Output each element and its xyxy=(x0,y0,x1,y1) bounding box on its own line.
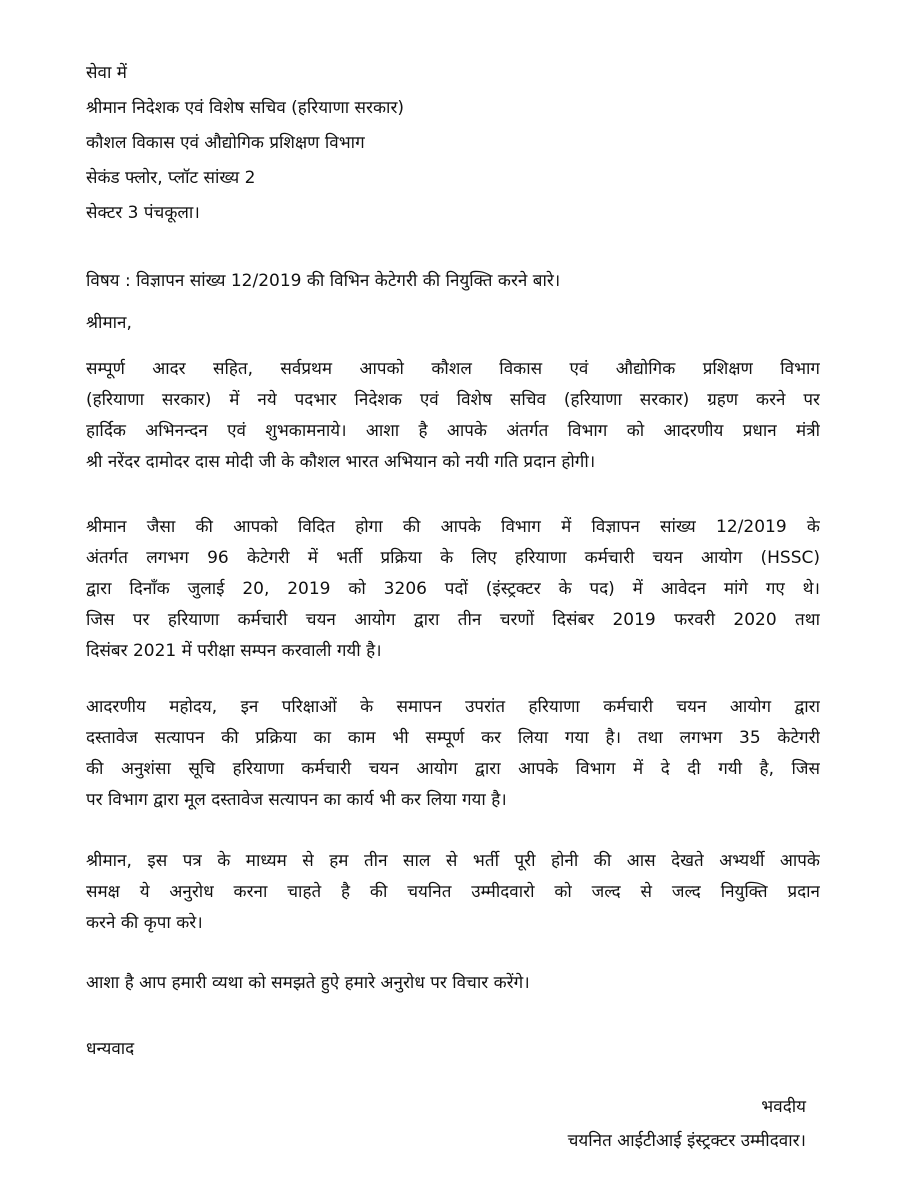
address-line-4: सेकंड फ्लोर, प्लॉट सांख्य 2 xyxy=(86,168,256,188)
subject-line: विषय : विज्ञापन सांख्य 12/2019 की विभिन केटेगरी की नियुक्ति करने बारे। xyxy=(86,271,561,291)
address-line-2: श्रीमान निदेशक एवं विशेष सचिव (हरियाणा सरकार) xyxy=(86,98,405,118)
signatory: चयनित आईटीआई इंस्ट्रक्टर उम्मीदवार। xyxy=(567,1131,806,1151)
paragraph-line: सम्पूर्ण आदर सहित, सर्वप्रथम आपको कौशल विकास एवं औद्योगिक प्रशिक्षण विभाग xyxy=(86,359,820,379)
paragraph-line: द्वारा दिनाँक जुलाई 20, 2019 को 3206 पदों (इंस्ट्रक्टर के पद) में आवेदन मांगे गए थे। xyxy=(86,579,820,599)
paragraph-line: समक्ष ये अनुरोध करना चाहते है की चयनित उम्मीदवारो को जल्द से जल्द नियुक्ति प्रदान xyxy=(86,882,820,902)
address-line-1: सेवा में xyxy=(86,63,127,83)
paragraph-line: की अनुशंसा सूचि हरियाणा कर्मचारी चयन आयोग द्वारा आपके विभाग में दे दी गयी है, जिस xyxy=(86,759,820,779)
paragraph-line: श्रीमान, इस पत्र के माध्यम से हम तीन साल से भर्ती पूरी होनी की आस देखते अभ्यर्थी आपके xyxy=(86,851,820,871)
paragraph-request xyxy=(86,846,820,939)
paragraph-line: दिसंबर 2021 में परीक्षा सम्पन करवाली गयी है। xyxy=(86,641,382,661)
hope-line: आशा है आप हमारी व्यथा को समझते हुऐ हमारे अनुरोध पर विचार करेंगे। xyxy=(86,973,530,993)
thanks-line: धन्यवाद xyxy=(86,1039,135,1059)
salutation: श्रीमान, xyxy=(86,313,132,333)
paragraph-verification xyxy=(86,692,820,816)
paragraph-line: (हरियाणा सरकार) में नये पदभार निदेशक एवं विशेष सचिव (हरियाणा सरकार) ग्रहण करने पर xyxy=(86,390,820,410)
paragraph-recruitment-details xyxy=(86,512,820,667)
paragraph-line: करने की कृपा करे। xyxy=(86,913,203,933)
signoff-block xyxy=(568,1090,806,1158)
paragraph-line: जिस पर हरियाणा कर्मचारी चयन आयोग द्वारा तीन चरणों दिसंबर 2019 फरवरी 2020 तथा xyxy=(86,610,820,630)
address-line-3: कौशल विकास एवं औद्योगिक प्रशिक्षण विभाग xyxy=(86,133,365,153)
paragraph-line: श्री नरेंदर दामोदर दास मोदी जी के कौशल भारत अभियान को नयी गति प्रदान होगी। xyxy=(86,452,596,472)
paragraph-line: अंतर्गत लगभग 96 केटेगरी में भर्ती प्रक्रिया के लिए हरियाणा कर्मचारी चयन आयोग (HSSC) xyxy=(86,548,820,568)
paragraph-congratulations xyxy=(86,354,820,478)
paragraph-line: दस्तावेज सत्यापन की प्रक्रिया का काम भी सम्पूर्ण कर लिया गया है। तथा लगभग 35 केटेगरी xyxy=(86,728,820,748)
paragraph-line: पर विभाग द्वारा मूल दस्तावेज सत्यापन का कार्य भी कर लिया गया है। xyxy=(86,790,507,810)
recipient-address xyxy=(86,56,404,231)
address-line-5: सेक्टर 3 पंचकूला। xyxy=(86,203,200,223)
paragraph-line: आदरणीय महोदय, इन परिक्षाओं के समापन उपरांत हरियाणा कर्मचारी चयन आयोग द्वारा xyxy=(86,697,820,717)
yours-faithfully: भवदीय xyxy=(761,1097,806,1117)
paragraph-line: श्रीमान जैसा की आपको विदित होगा की आपके विभाग में विज्ञापन सांख्य 12/2019 के xyxy=(86,517,820,537)
paragraph-line: हार्दिक अभिनन्दन एवं शुभकामनाये। आशा है आपके अंतर्गत विभाग को आदरणीय प्रधान मंत्री xyxy=(86,421,820,441)
